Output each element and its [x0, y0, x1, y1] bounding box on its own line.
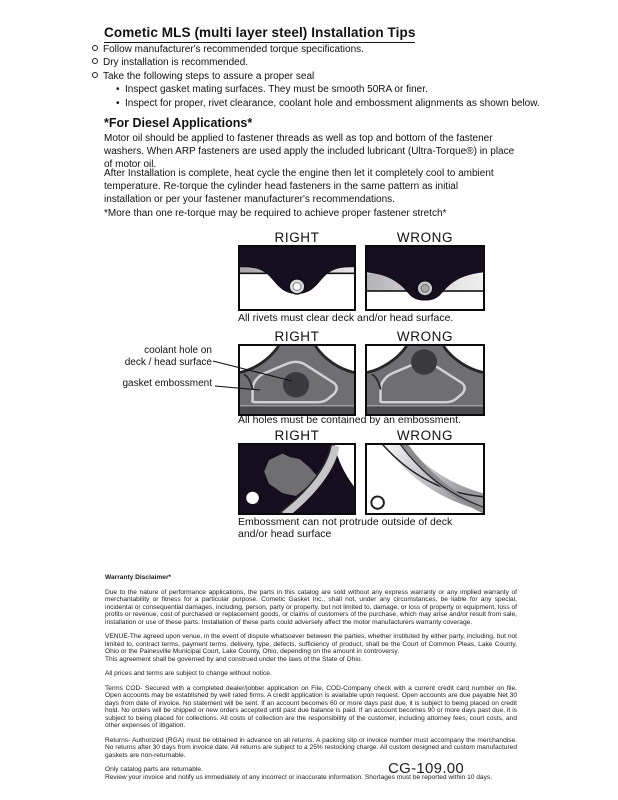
diagram-row2-caption: All holes must be contained by an embossment.: [238, 414, 461, 426]
disclaimer-paragraph: Review your invoice and notify us immediately of any incorrect or inaccurate information. Shortages must be reported within 10 days.: [105, 773, 493, 781]
dot-bullet-icon: •: [116, 97, 120, 109]
disclaimer-paragraph: Returns- Authorized (RGA) must be obtained in advance on all returns. A packing slip or invoice number must accompany the merchandise. No returns after 30 days from invoice date. All returns are subject to a 25% restocking charge. All custom designed and custom manufactured gaskets are non-returnable.: [105, 736, 517, 759]
wrong-label: WRONG: [396, 329, 454, 344]
list-item: [92, 83, 540, 96]
diagram-row3-caption: Embossment can not protrude outside of deck and/or head surface: [238, 516, 453, 540]
disclaimer-paragraph: Terms COD- Secured with a completed dealer/jobber application on File, COD-Company check with a current credit card number on file. Open accounts may be established by well rated firms. A credit application is available upon request. Open accounts are due payable Net 30 days from date of invoice. No statement will be sent. If an account becomes 60 or more days past due, it is subject to being placed on credit hold. No orders will be shipped or new orders accepted until past due balance is paid. If an account becomes 90 or more days past due, it is subject to being placed for collections. All costs of collection are the responsibility of the customer, including attorney fees, court costs, and other expenses of litigation.: [105, 684, 517, 729]
coolant-hole-annotation: coolant hole on deck / head surface: [124, 345, 212, 368]
list-item-text: Inspect gasket mating surfaces. They must be smooth 50RA or finer.: [125, 84, 428, 96]
list-item-text: Inspect for proper, rivet clearance, coolant hole and embossment alignments as shown below.: [125, 97, 540, 109]
list-item-text: Take the following steps to assure a proper seal: [103, 70, 315, 82]
wrong-label: WRONG: [396, 428, 454, 443]
rivet-clearance-right-figure: [240, 247, 354, 309]
wrong-label: WRONG: [396, 230, 454, 245]
list-item: [92, 70, 540, 83]
list-item: [92, 43, 540, 56]
dot-bullet-icon: •: [116, 84, 120, 96]
protrusion-wrong-figure: [367, 445, 483, 513]
disclaimer-heading: Warranty Disclaimer*: [105, 574, 172, 581]
protrusion-right-figure: [240, 445, 354, 513]
warranty-disclaimer: [105, 574, 517, 788]
circle-bullet-icon: [92, 45, 98, 51]
circle-bullet-icon: [92, 58, 98, 64]
right-label: RIGHT: [274, 428, 320, 443]
disclaimer-paragraph: VENUE-The agreed upon venue, in the event of dispute whatsoever between the parties, whether instituted by either party, including, but not limited to, contract terms, payment terms, delivery, type, defects, sufficiency of product, shall be the Court of Common Pleas, Lake County, Ohio or the Painesville Municipal Court, Lake County, Ohio, depending on the amount in controversy.: [105, 633, 517, 655]
right-label: RIGHT: [274, 230, 320, 245]
hole-embossment-wrong-figure: [367, 346, 483, 414]
disclaimer-paragraph: Due to the nature of performance applications, the parts in this catalog are sold without any express warranty or any implied warranty of merchantability or fitness for a particular purpose. Cometic Gasket Inc., shall not, under any circumstances, be liable for any special, incidental or consequential damages, including, person, party or property, but not limited to, damage, or loss of property or equipment, loss of profits or revenue, cost of purchased or replacement goods, or claims of customers of the purchase, which may arise and/or result from sale, installation or use of these parts. Installation of these parts could adversely affect the motor manufacturers warranty coverage.: [105, 588, 517, 626]
diagram-protrude-right: [238, 443, 356, 515]
circle-bullet-icon: [92, 72, 98, 78]
diagram-embossment-wrong: [365, 344, 485, 416]
right-label: RIGHT: [274, 329, 320, 344]
list-item: [92, 56, 540, 69]
diagram-rivet-right: [238, 245, 356, 311]
retorque-note: *More than one re-torque may be required to achieve proper fastener stretch*: [104, 208, 447, 219]
diesel-paragraph-2: After Installation is complete, heat cycle the engine then let it completely cool to ambient temperature. Re-torque the cylinder head fasteners in the same pattern as initial installation or per your fastener manufacturer's recommendations.: [104, 168, 494, 205]
list-item: [92, 97, 540, 110]
gasket-embossment-annotation: gasket embossment: [122, 378, 212, 389]
list-item-text: Dry installation is recommended.: [103, 57, 249, 69]
disclaimer-paragraph: Only catalog parts are returnable.: [105, 766, 203, 773]
rivet-clearance-wrong-figure: [367, 247, 483, 309]
annotation-leader-lines: [110, 340, 310, 400]
diesel-heading: *For Diesel Applications*: [104, 116, 253, 130]
page-code: CG-109.00: [388, 760, 465, 777]
diagram-protrude-wrong: [365, 443, 485, 515]
tips-list: [92, 43, 540, 110]
disclaimer-paragraph: This agreement shall be governed by and construed under the laws of the State of Ohio.: [105, 655, 363, 663]
list-item-text: Follow manufacturer's recommended torque specifications.: [103, 44, 364, 55]
diesel-paragraph-1: Motor oil should be applied to fastener threads as well as top and bottom of the fastener washers. When ARP fasteners are used apply the included lubricant (Ultra-Torque®) in place of motor oil.: [104, 133, 515, 170]
diagram-rivet-wrong: [365, 245, 485, 311]
diagram-row1-caption: All rivets must clear deck and/or head surface.: [238, 312, 454, 324]
page-title: Cometic MLS (multi layer steel) Installation Tips: [104, 25, 415, 43]
disclaimer-paragraph: All prices and terms are subject to change without notice.: [105, 670, 272, 677]
